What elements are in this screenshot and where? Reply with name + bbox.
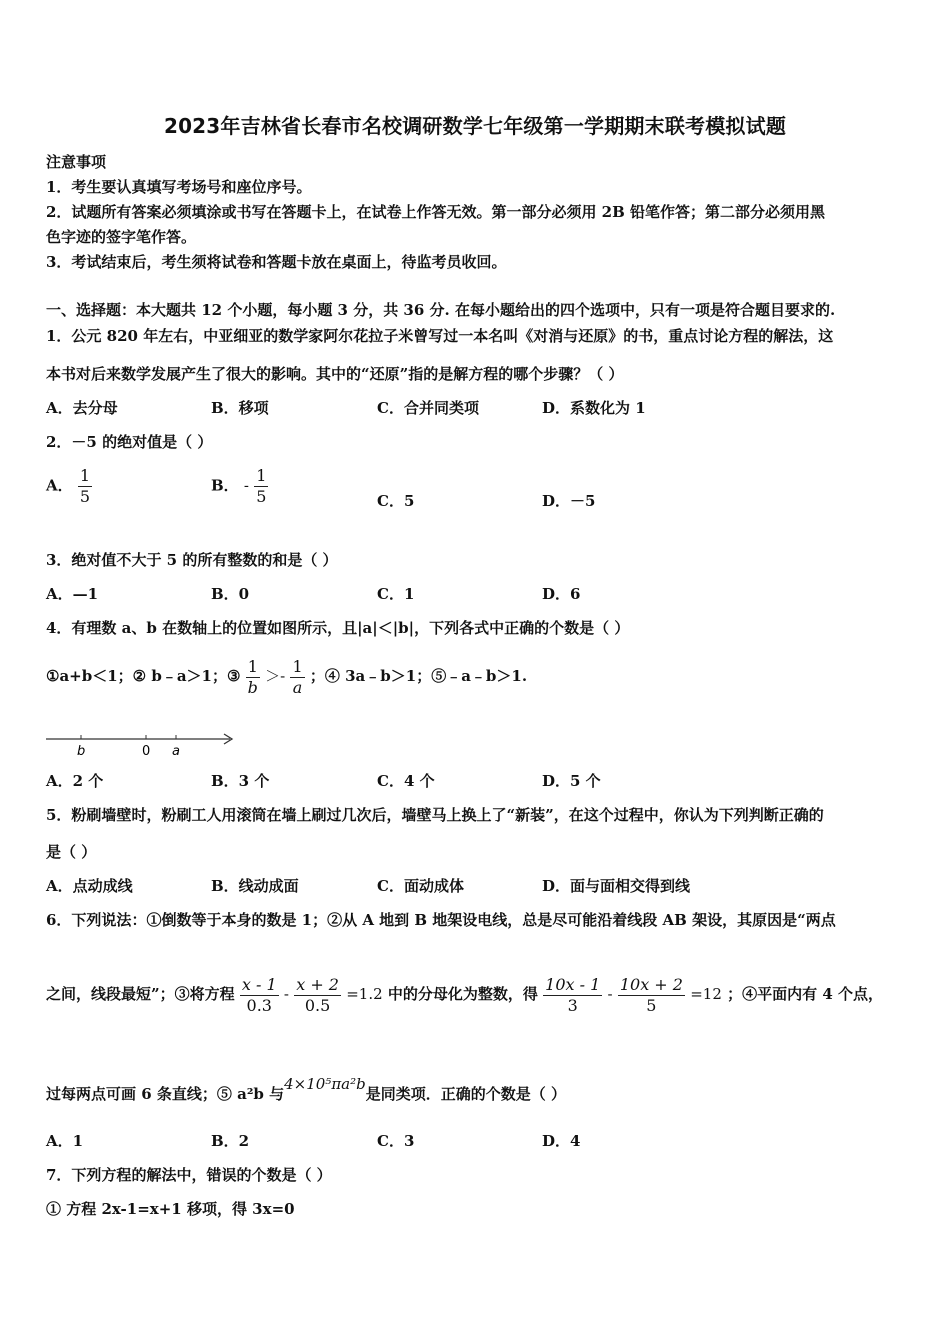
fraction-denominator: a [290,677,304,698]
q5-option-b: B．线动成面 [211,877,299,895]
number-line-figure [44,728,244,760]
q6-eq1-frac1 [240,975,279,1016]
q2-b-sign: - [243,476,249,495]
q2-a-fraction [78,466,92,507]
notice-heading: 注意事项 [46,153,107,171]
q7-item-1: ① 方程 2x-1=x+1 移项，得 3x=0 [46,1200,295,1218]
notice-item: 1．考生要认真填写考场号和座位序号。 [46,178,312,196]
q2-stem: 2．－5 的绝对值是（ ） [46,433,213,451]
q5-option-c: C．面动成体 [377,877,464,895]
notice-item: 3．考试结束后，考生须将试卷和答题卡放在桌面上，待监考员收回。 [46,253,507,271]
q6-eq1-rhs: =1.2 [346,985,383,1003]
fraction-numerator: 10x - 1 [545,974,601,994]
q7-stem: 7．下列方程的解法中，错误的个数是（ ） [46,1166,332,1184]
q2-b-label: B． [211,476,239,495]
fraction-denominator: 0.5 [304,995,331,1015]
q2-a-label: A． [46,476,73,495]
fraction-numerator: 1 [256,466,267,485]
fraction-denominator: 0.3 [246,995,272,1015]
q4-fraction-1-over-b [246,657,260,698]
q6-eq2-frac2 [618,975,685,1016]
q1-stem-line1: 1．公元 820 年左右，中亚细亚的数学家阿尔花拉子米曾写过一本名叫《对消与还原》的书，重点讨论方程的解法，这 [46,327,834,345]
q4-option-d: D．5 个 [542,772,601,790]
q6-option-b: B．2 [211,1132,250,1150]
fraction-numerator: 10x + 2 [619,974,683,994]
section-heading: 一、选择题：本大题共 12 个小题，每小题 3 分，共 36 分. 在每小题给出的四个选项中，只有一项是符合题目要求的. [46,301,836,319]
q6-expression: 4×10⁵πa²b [284,1075,366,1093]
q3-option-a: A．—1 [46,585,99,603]
q4-part1: ①a+b＜1；② b﹣a＞1；③ [46,667,241,685]
q1-option-c: C．合并同类项 [377,399,479,417]
q4-option-b: B．3 个 [211,772,270,790]
q1-option-a: A．去分母 [46,399,118,417]
q5-stem-line1: 5．粉刷墙壁时，粉刷工人用滚筒在墙上刷过几次后，墙壁马上换上了“新装”，在这个过程中，你认为下列判断正确的 [46,806,824,824]
q5-stem-line2: 是（ ） [46,843,97,861]
fraction-denominator: 5 [79,487,91,506]
q6-eq1-minus: - [283,985,289,1003]
q3-option-d: D．6 [542,585,581,603]
q4-stem: 4．有理数 a、b 在数轴上的位置如图所示，且|a|＜|b|，下列各式中正确的个数是（ ） [46,619,630,637]
q2-option-a [46,466,92,507]
q2-option-c: C．5 [377,492,415,510]
number-line-label-b: b [77,744,86,759]
q5-option-d: D．面与面相交得到线 [542,877,691,895]
q6-stem-line1: 6．下列说法：①倒数等于本身的数是 1；②从 A 地到 B 地架设电线，总是尽可能沿着线段 AB 架设，其原因是“两点 [46,911,836,929]
page-title: 2023年吉林省长春市名校调研数学七年级第一学期期末联考模拟试题 [163,114,787,138]
q6-eq2-frac1 [543,975,602,1016]
q3-option-b: B．0 [211,585,250,603]
fraction-numerator: 1 [79,466,91,485]
q2-b-fraction [254,466,268,507]
fraction-numerator: 1 [247,656,258,676]
q6-option-a: A．1 [46,1132,84,1150]
fraction-numerator: x - 1 [241,974,277,994]
q6-post: ；④平面内有 4 个点， [727,985,883,1003]
q6-eq1-frac2 [294,975,341,1016]
q3-stem: 3．绝对值不大于 5 的所有整数的和是（ ） [46,551,338,569]
q1-stem-line2: 本书对后来数学发展产生了很大的影响。其中的“还原”指的是解方程的哪个步骤？（ ） [46,365,624,383]
q6-line3a: 过每两点可画 6 条直线；⑤ a²b 与 [46,1085,285,1103]
q5-option-a: A．点动成线 [46,877,133,895]
q4-option-a: A．2 个 [46,772,104,790]
fraction-denominator: 3 [567,995,578,1015]
fraction-denominator: 5 [646,995,657,1015]
fraction-denominator: b [247,677,258,697]
q6-eq2-rhs: =12 [690,985,722,1003]
q1-option-b: B．移项 [211,399,269,417]
q4-statements [46,652,527,700]
q4-greater-minus: ＞- [265,667,286,685]
q6-stem-line3 [46,1075,566,1105]
number-line-label-0: 0 [142,744,151,759]
q6-option-c: C．3 [377,1132,415,1150]
q2-option-d: D．－5 [542,492,596,510]
q6-eq2-minus: - [607,985,613,1003]
number-line-label-a: a [172,744,180,759]
q4-part2: ；④ 3a﹣b＞1；⑤﹣a﹣b＞1. [309,667,528,685]
q6-stem-line2 [46,970,883,1018]
fraction-denominator: 5 [256,487,267,506]
q6-mid: 中的分母化为整数，得 [387,985,538,1003]
q6-line3b: 是同类项．正确的个数是（ ） [365,1085,566,1103]
fraction-numerator: x + 2 [296,974,339,994]
q6-option-d: D．4 [542,1132,581,1150]
q6-pre: 之间，线段最短”；③将方程 [46,985,235,1003]
notice-item: 2．试题所有答案必须填涂或书写在答题卡上，在试卷上作答无效。第一部分必须用 2B 铅笔作答；第二部分必须用黑 [46,203,826,221]
q4-option-c: C．4 个 [377,772,435,790]
q4-fraction-1-over-a [290,657,304,698]
q1-option-d: D．系数化为 1 [542,399,646,417]
q2-option-b [211,466,268,507]
fraction-numerator: 1 [292,656,303,676]
notice-item: 色字迹的签字笔作答。 [46,228,197,246]
q3-option-c: C．1 [377,585,415,603]
